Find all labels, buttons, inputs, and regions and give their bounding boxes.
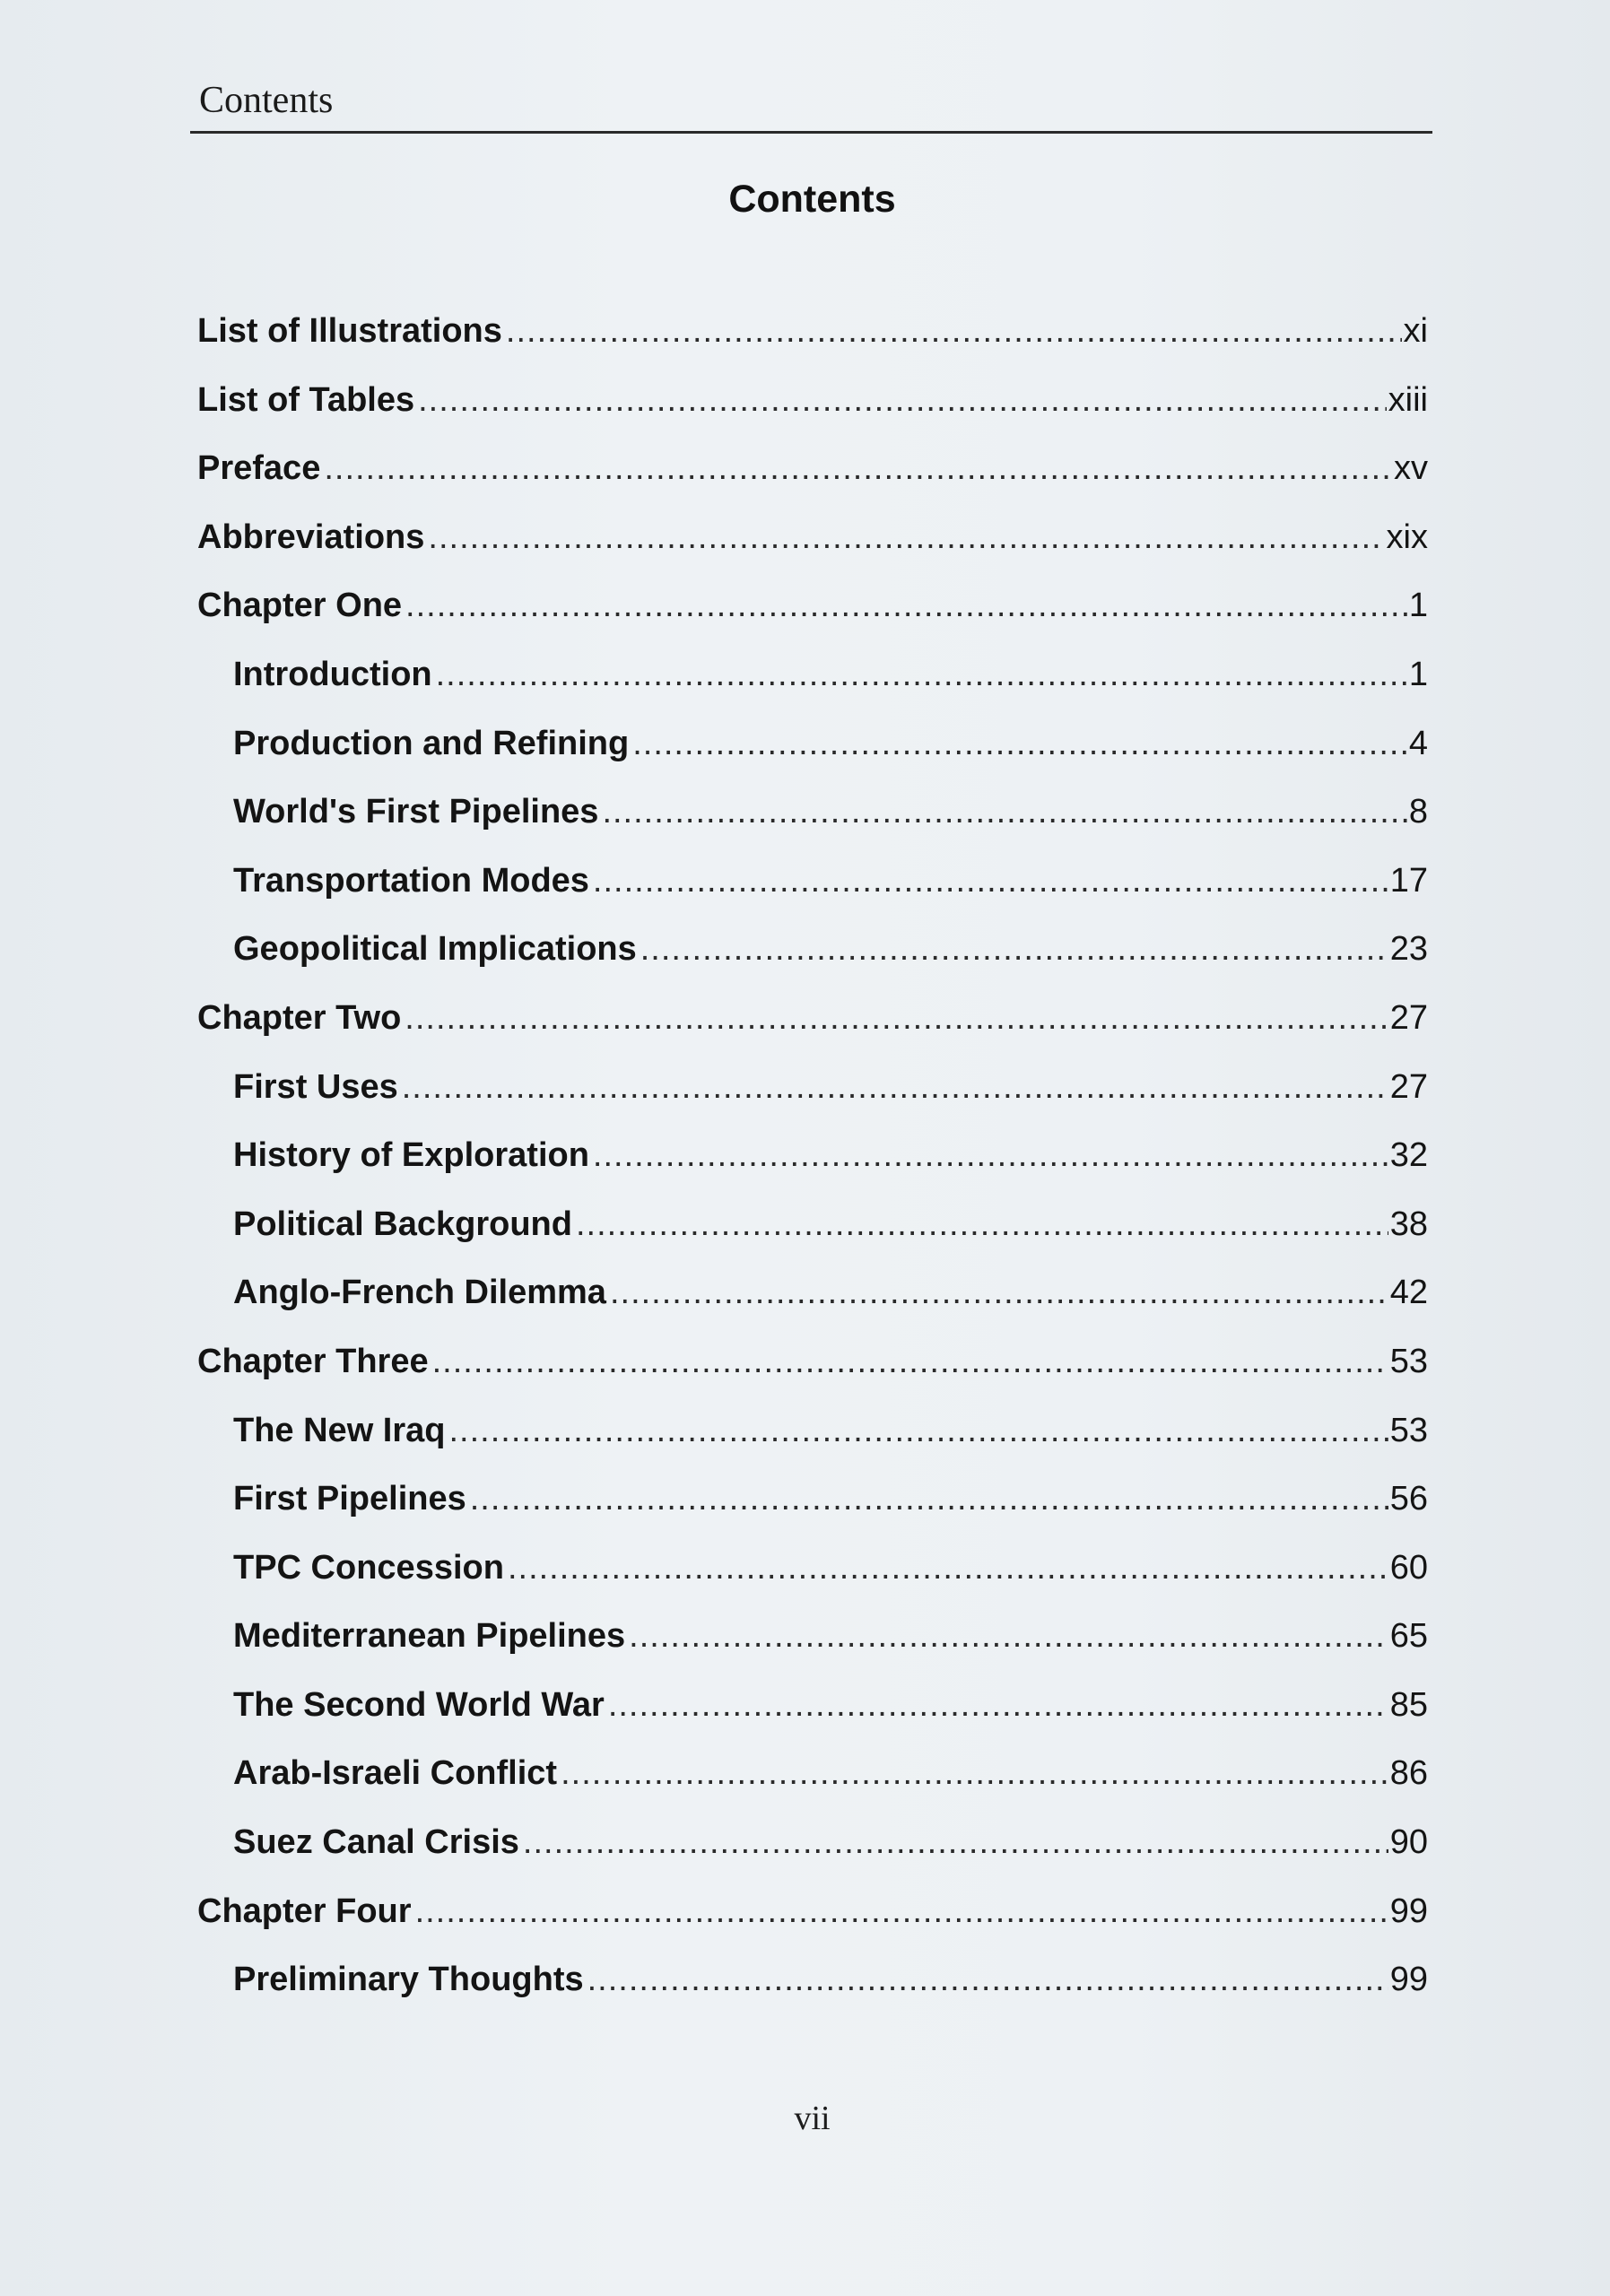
dot-leader	[561, 1756, 1388, 1790]
toc-entry	[197, 726, 1428, 796]
toc-entry	[197, 932, 1428, 1001]
toc-entry-label: Production and Refining	[233, 724, 630, 762]
dot-leader	[402, 1070, 1388, 1104]
toc-entry-page: 99	[1389, 1961, 1428, 1999]
toc-entry-label: Anglo-French Dilemma	[233, 1274, 606, 1312]
dot-leader	[629, 1619, 1388, 1653]
toc-entry-label: Suez Canal Crisis	[233, 1823, 519, 1862]
header-rule	[190, 131, 1432, 134]
toc-entry	[197, 451, 1428, 520]
toc-entry-label: Chapter Three	[197, 1342, 429, 1380]
dot-leader	[576, 1207, 1388, 1241]
toc-entry-page: 4	[1408, 724, 1428, 762]
toc-entry	[197, 998, 1428, 1070]
toc-entry-label: TPC Concession	[233, 1548, 504, 1587]
toc-entry-page: 53	[1389, 1342, 1428, 1380]
toc-entry-page: 17	[1389, 861, 1428, 900]
dot-leader	[405, 1001, 1388, 1035]
dot-leader	[640, 932, 1388, 966]
toc-entry-page: 1	[1408, 655, 1428, 693]
toc-entry	[197, 1344, 1428, 1413]
table-of-contents	[197, 314, 1428, 2031]
toc-entry	[197, 1275, 1428, 1344]
toc-entry	[197, 795, 1428, 864]
dot-leader	[405, 588, 1407, 622]
dot-leader	[602, 795, 1406, 829]
toc-entry-page: 86	[1389, 1754, 1428, 1793]
toc-entry-label: Chapter Two	[197, 998, 402, 1037]
dot-leader	[324, 451, 1392, 485]
toc-entry-label: Chapter One	[197, 587, 403, 625]
toc-entry	[197, 1548, 1428, 1620]
toc-entry-label: List of Tables	[197, 380, 415, 419]
dot-leader	[418, 383, 1387, 417]
toc-entry-page: xv	[1394, 449, 1428, 488]
toc-entry	[197, 1413, 1428, 1483]
toc-entry-page: 27	[1389, 1067, 1428, 1106]
dot-leader	[428, 520, 1384, 554]
toc-entry-label: Mediterranean Pipelines	[233, 1617, 626, 1656]
toc-entry-label: Introduction	[233, 655, 432, 693]
toc-entry	[197, 1207, 1428, 1276]
toc-entry-page: 38	[1389, 1205, 1428, 1243]
toc-entry	[197, 1962, 1428, 2031]
toc-entry	[197, 588, 1428, 657]
dot-leader	[432, 1344, 1388, 1378]
toc-entry-label: Chapter Four	[197, 1892, 412, 1930]
dot-leader	[608, 1688, 1388, 1722]
toc-entry	[197, 1138, 1428, 1207]
dot-leader	[523, 1825, 1388, 1859]
toc-entry	[197, 1619, 1428, 1688]
dot-leader	[470, 1482, 1388, 1516]
toc-entry-page: xiii	[1388, 380, 1428, 419]
toc-entry	[197, 657, 1428, 726]
toc-entry-page: 90	[1389, 1823, 1428, 1862]
dot-leader	[436, 657, 1407, 691]
page-title: Contents	[728, 178, 896, 221]
toc-entry-label: Political Background	[233, 1205, 572, 1243]
toc-entry	[197, 517, 1428, 589]
toc-entry-label: Arab-Israeli Conflict	[233, 1754, 558, 1793]
toc-entry	[197, 1482, 1428, 1551]
toc-entry-label: The Second World War	[233, 1685, 605, 1724]
toc-entry-page: 1	[1408, 587, 1428, 625]
toc-entry-page: 85	[1389, 1685, 1428, 1724]
toc-entry-page: xi	[1403, 312, 1428, 350]
toc-entry-page: 99	[1389, 1892, 1428, 1930]
toc-entry-page: 27	[1389, 998, 1428, 1037]
dot-leader	[449, 1413, 1388, 1448]
toc-entry	[197, 1067, 1428, 1139]
toc-entry-label: List of Illustrations	[197, 312, 502, 350]
toc-entry-page: xix	[1386, 517, 1428, 556]
toc-entry-label: Preface	[197, 449, 321, 488]
toc-entry	[197, 1894, 1428, 1963]
toc-entry-label: Preliminary Thoughts	[233, 1961, 584, 1999]
toc-entry	[197, 1756, 1428, 1825]
dot-leader	[508, 1551, 1388, 1585]
toc-entry-label: History of Exploration	[233, 1136, 589, 1175]
dot-leader	[506, 314, 1402, 348]
dot-leader	[610, 1275, 1388, 1309]
page-number: vii	[794, 2100, 831, 2137]
toc-entry-label: First Uses	[233, 1067, 398, 1106]
toc-entry-page: 32	[1389, 1136, 1428, 1175]
toc-entry-page: 60	[1389, 1548, 1428, 1587]
toc-entry-label: First Pipelines	[233, 1480, 466, 1518]
dot-leader	[587, 1962, 1388, 1996]
toc-entry-label: World's First Pipelines	[233, 793, 599, 831]
toc-entry	[197, 380, 1428, 452]
toc-entry-page: 42	[1389, 1274, 1428, 1312]
toc-entry-page: 53	[1389, 1411, 1428, 1449]
toc-entry-label: The New Iraq	[233, 1411, 446, 1449]
dot-leader	[632, 726, 1407, 761]
toc-entry-page: 65	[1389, 1617, 1428, 1656]
dot-leader	[415, 1894, 1388, 1928]
toc-entry-label: Abbreviations	[197, 517, 425, 556]
toc-entry	[197, 1685, 1428, 1757]
toc-entry-page: 56	[1389, 1480, 1428, 1518]
toc-entry	[197, 314, 1428, 383]
toc-entry-page: 8	[1408, 793, 1428, 831]
toc-entry-label: Transportation Modes	[233, 861, 589, 900]
toc-entry-page: 23	[1389, 930, 1428, 969]
running-head: Contents	[199, 80, 334, 121]
toc-entry-label: Geopolitical Implications	[233, 930, 637, 969]
dot-leader	[593, 864, 1388, 898]
dot-leader	[593, 1138, 1388, 1172]
toc-entry	[197, 861, 1428, 933]
toc-entry	[197, 1825, 1428, 1894]
